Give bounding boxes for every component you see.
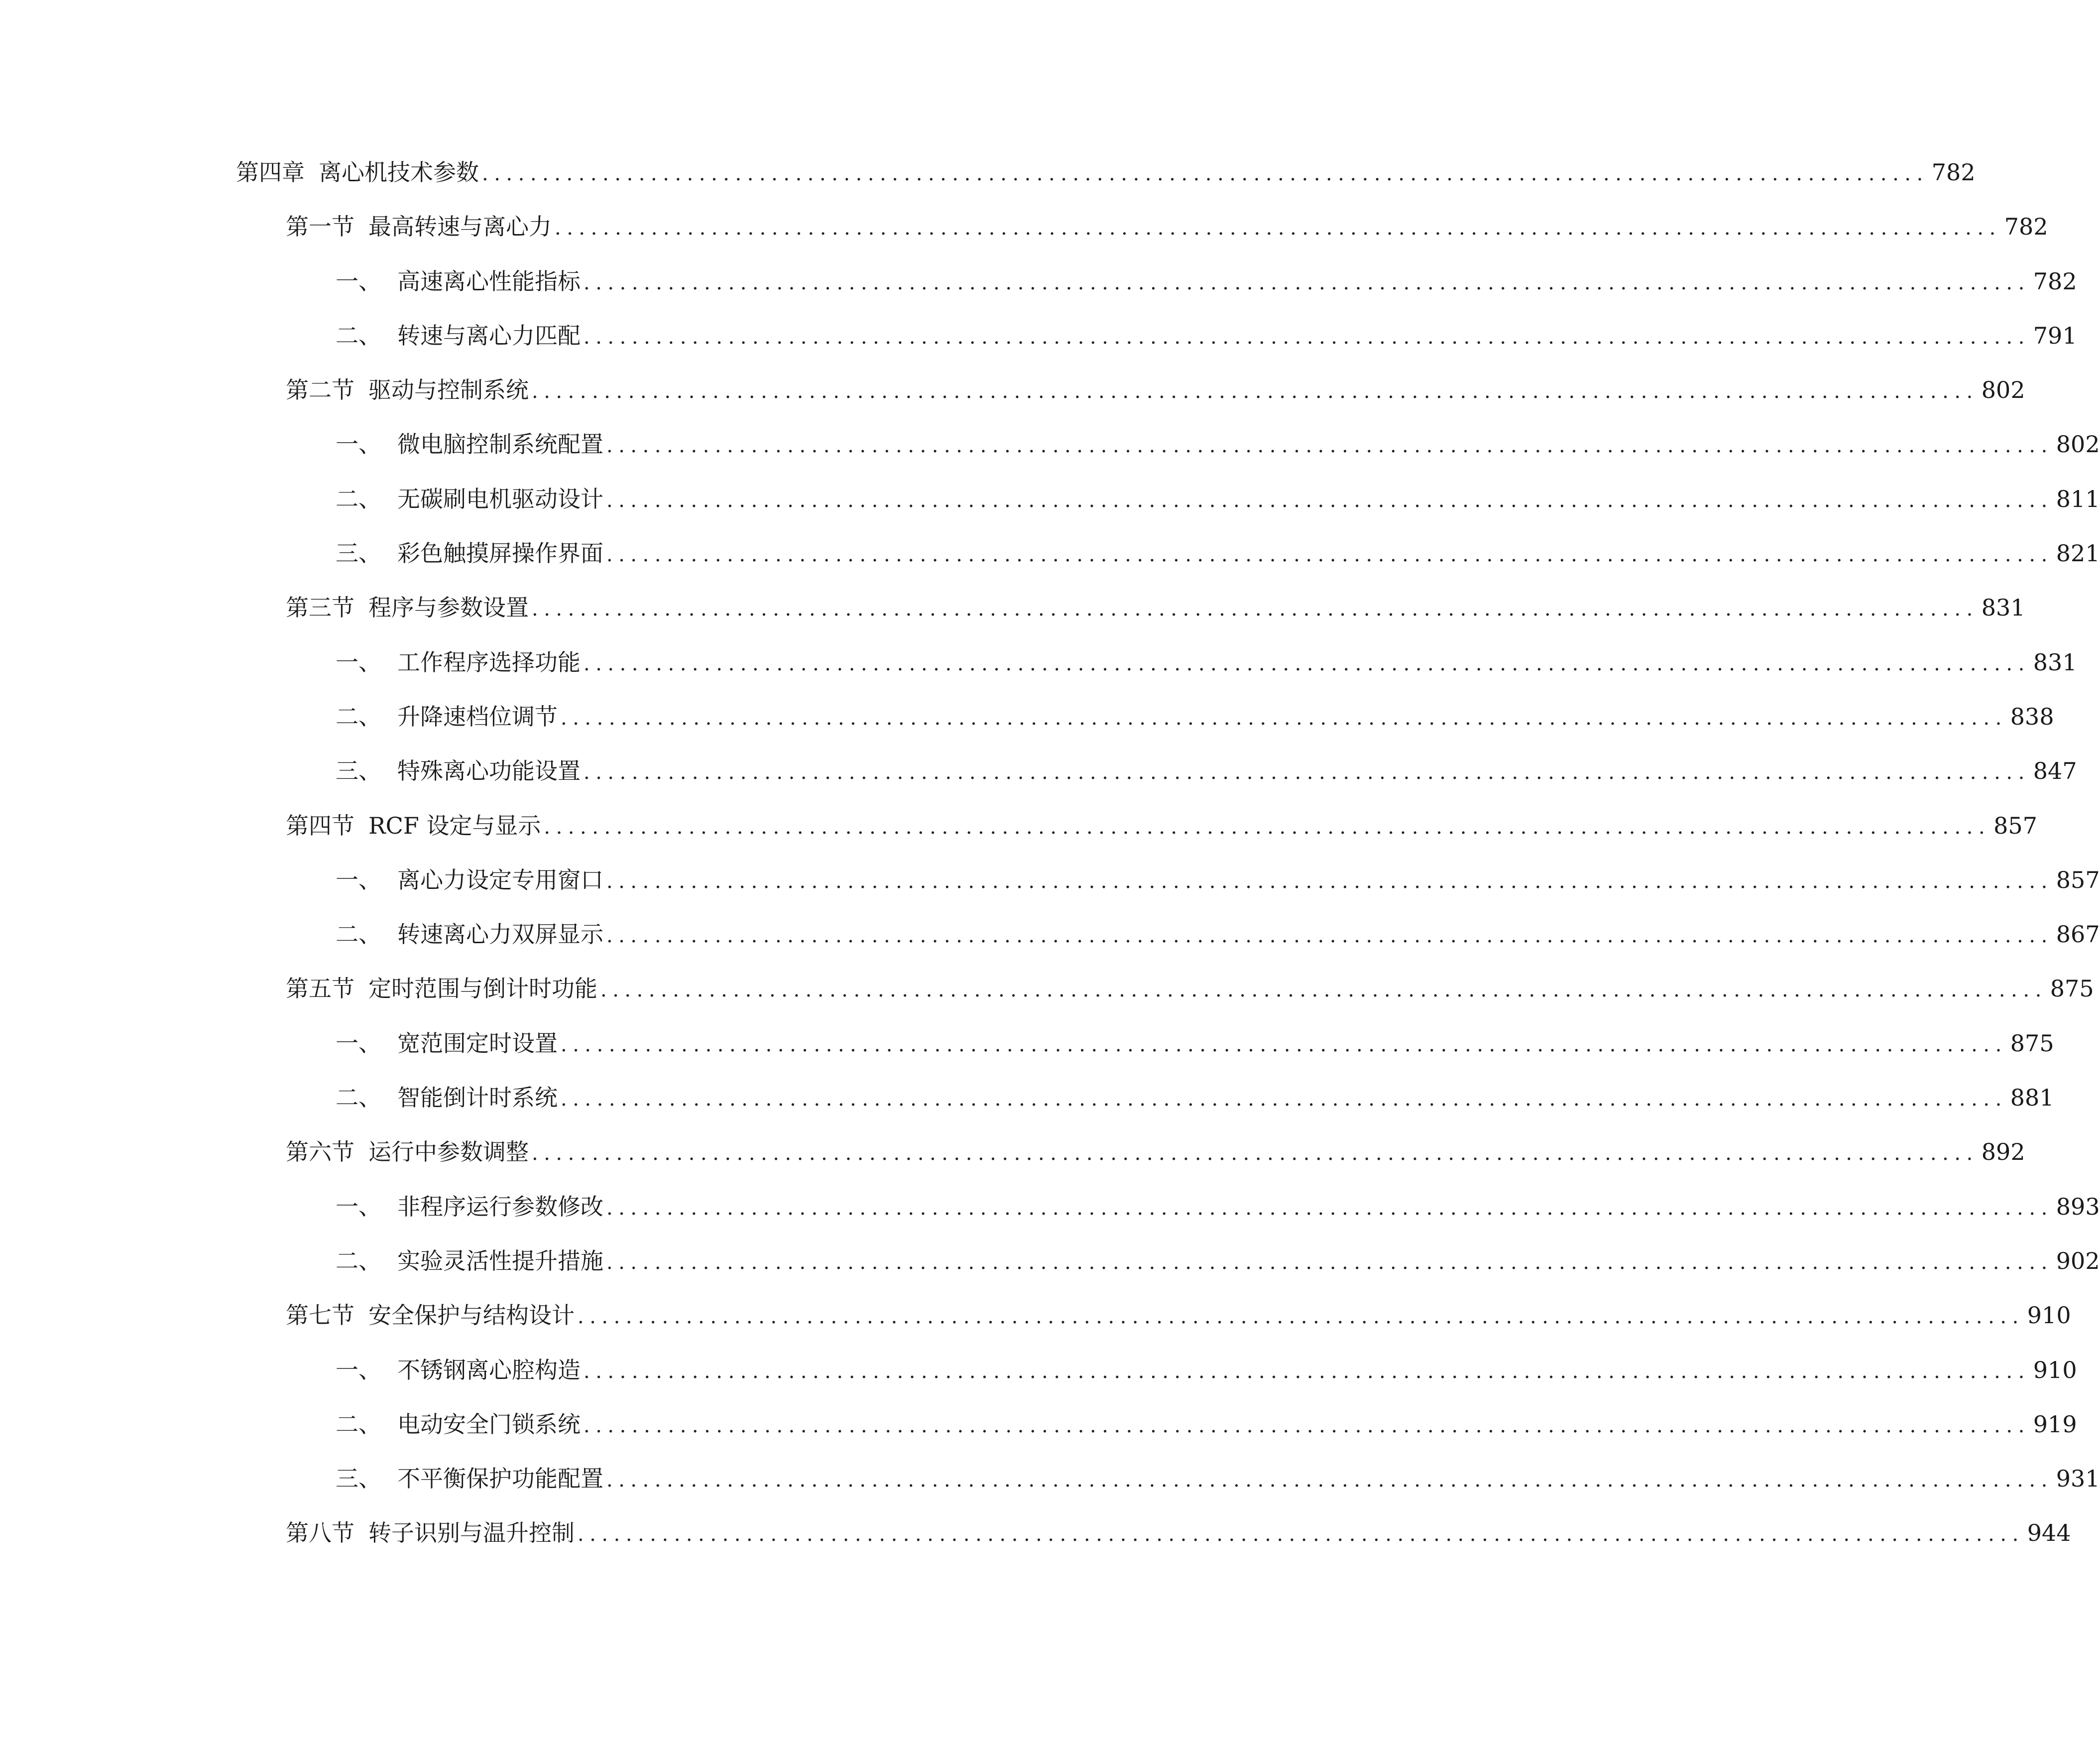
toc-page-number: 893 [2056,1193,2100,1220]
toc-entry-section-6[interactable] [0,1127,2025,1181]
toc-dot-leader: ........................................................................................................................ [600,979,2047,1002]
toc-title: 转子识别与温升控制 [368,1519,575,1547]
toc-page-number: 782 [2033,267,2077,295]
toc-page-number: 802 [1981,376,2025,404]
toc-title: 电动安全门锁系统 [397,1410,581,1438]
toc-dot-leader: ........................................................................................................................ [606,1469,2053,1492]
toc-entry-subsection[interactable] [0,855,2100,909]
toc-entry-subsection[interactable] [0,1018,2054,1073]
toc-title: 特殊离心功能设置 [397,757,581,785]
toc-page-number: 875 [2050,975,2094,1002]
toc-number: 二、 [336,1410,381,1438]
toc-dot-leader: ........................................................................................................................ [606,434,2053,458]
toc-page-number: 791 [2033,322,2077,349]
toc-title: 离心机技术参数 [319,159,479,186]
toc-page-number: 931 [2056,1465,2100,1493]
toc-dot-leader: ........................................................................................................................ [583,652,2030,675]
toc-dot-leader: ........................................................................................................................ [532,598,1979,621]
toc-entry-section-3[interactable] [0,583,2025,637]
toc-number: 一、 [336,1029,381,1057]
toc-dot-leader: ........................................................................................................................ [561,706,2007,730]
toc-page-number: 811 [2056,485,2100,512]
toc-dot-leader: ........................................................................................................................ [583,271,2030,294]
toc-number: 二、 [336,1084,381,1112]
toc-entry-section-8[interactable] [0,1508,2071,1562]
toc-dot-leader: ........................................................................................................................ [583,325,2030,349]
toc-dot-leader: ........................................................................................................................ [561,1033,2007,1056]
toc-title: 转速离心力双屏显示 [397,921,603,948]
toc-entry-subsection[interactable] [0,746,2077,800]
toc-page-number: 831 [1981,594,2025,622]
toc-entry-subsection[interactable] [0,1073,2054,1127]
toc-dot-leader: ........................................................................................................................ [606,870,2053,893]
toc-entry-subsection[interactable] [0,528,2100,583]
toc-number: 二、 [336,322,381,349]
toc-entry-subsection[interactable] [0,311,2077,365]
toc-page-number: 802 [2056,431,2100,458]
toc-entry-section-1[interactable] [0,202,2048,256]
toc-page-number: 944 [2027,1519,2071,1547]
toc-number: 一、 [336,648,381,676]
toc-number: 二、 [336,703,381,730]
toc-title: 高速离心性能指标 [397,267,581,295]
toc-title: 工作程序选择功能 [397,648,581,676]
toc-page-number: 902 [2056,1247,2100,1274]
toc-page-number: 821 [2056,540,2100,567]
toc-page-number: 910 [2027,1302,2071,1329]
toc-dot-leader: ........................................................................................................................ [606,543,2053,567]
toc-number: 第八节 [286,1519,354,1547]
toc-number: 三、 [336,1465,381,1493]
toc-entry-chapter-4[interactable] [0,147,1976,202]
toc-title: 离心力设定专用窗口 [397,866,603,893]
toc-page-number: 838 [2010,703,2054,730]
toc-dot-leader: ........................................................................................................................ [532,1142,1979,1165]
toc-number: 一、 [336,431,381,458]
toc-number: 一、 [336,1356,381,1383]
toc-page-number: 867 [2056,921,2100,948]
toc-page-number: 857 [2056,866,2100,893]
toc-dot-leader: ........................................................................................................................ [606,924,2053,948]
toc-page-number: 847 [2033,757,2077,785]
toc-entry-subsection[interactable] [0,1182,2100,1236]
toc-dot-leader: ........................................................................................................................ [606,1250,2053,1274]
toc-dot-leader: ........................................................................................................................ [561,1088,2007,1111]
toc-page-number: 875 [2010,1029,2054,1057]
toc-dot-leader: ........................................................................................................................ [606,1196,2053,1220]
toc-entry-section-2[interactable] [0,365,2025,419]
toc-dot-leader: ........................................................................................................................ [583,1360,2030,1383]
toc-number: 第二节 [286,376,354,404]
toc-number: 二、 [336,485,381,512]
toc-number: 一、 [336,866,381,893]
toc-entry-subsection[interactable] [0,909,2100,964]
toc-title: 非程序运行参数修改 [397,1193,603,1220]
toc-page-number: 857 [1993,812,2037,839]
toc-title: 转速与离心力匹配 [397,322,581,349]
toc-number: 三、 [336,540,381,567]
toc-page-number: 892 [1981,1138,2025,1166]
toc-entry-subsection[interactable] [0,1399,2077,1454]
toc-entry-subsection[interactable] [0,256,2077,311]
toc-title: 升降速档位调节 [397,703,558,730]
toc-title: 最高转速与离心力 [368,213,552,241]
toc-page-number: 782 [2004,213,2048,241]
toc-title: RCF 设定与显示 [368,812,541,839]
toc-title: 不锈钢离心腔构造 [397,1356,581,1383]
toc-page-number: 919 [2033,1410,2077,1438]
toc-number: 一、 [336,1193,381,1220]
toc-dot-leader: ........................................................................................................................ [583,1414,2030,1437]
toc-dot-leader: ........................................................................................................................ [555,217,2001,240]
toc-dot-leader: ........................................................................................................................ [578,1305,2024,1329]
toc-entry-subsection[interactable] [0,692,2054,746]
toc-number: 第六节 [286,1138,354,1166]
table-of-contents [0,147,2100,1563]
toc-dot-leader: ........................................................................................................................ [482,162,1929,185]
toc-page-number: 782 [1931,159,1976,186]
toc-title: 微电脑控制系统配置 [397,431,603,458]
toc-dot-leader: ........................................................................................................................ [578,1523,2024,1546]
toc-number: 二、 [336,921,381,948]
toc-number: 二、 [336,1247,381,1274]
toc-dot-leader: ........................................................................................................................ [583,761,2030,784]
toc-number: 第四章 [236,159,305,186]
toc-entry-section-5[interactable] [0,964,2094,1018]
toc-number: 三、 [336,757,381,785]
toc-dot-leader: ........................................................................................................................ [532,380,1979,403]
toc-title: 智能倒计时系统 [397,1084,558,1112]
toc-dot-leader: ........................................................................................................................ [544,815,1991,839]
toc-number: 第一节 [286,213,354,241]
toc-title: 定时范围与倒计时功能 [368,975,597,1002]
toc-entry-subsection[interactable] [0,1345,2077,1399]
toc-entry-subsection[interactable] [0,474,2100,528]
toc-title: 实验灵活性提升措施 [397,1247,603,1274]
toc-number: 第三节 [286,594,354,622]
toc-title: 安全保护与结构设计 [368,1302,575,1329]
toc-title: 驱动与控制系统 [368,376,529,404]
toc-entry-subsection[interactable] [0,1236,2100,1290]
toc-entry-section-4[interactable] [0,801,2037,855]
toc-number: 第七节 [286,1302,354,1329]
toc-dot-leader: ........................................................................................................................ [606,489,2053,512]
toc-entry-section-7[interactable] [0,1290,2071,1345]
toc-number: 一、 [336,267,381,295]
toc-entry-subsection[interactable] [0,637,2077,692]
toc-title: 无碳刷电机驱动设计 [397,485,603,512]
toc-page-number: 910 [2033,1356,2077,1383]
toc-page-number: 881 [2010,1084,2054,1112]
toc-title: 程序与参数设置 [368,594,529,622]
toc-entry-subsection[interactable] [0,1454,2100,1508]
toc-number: 第五节 [286,975,354,1002]
toc-title: 宽范围定时设置 [397,1029,558,1057]
toc-entry-subsection[interactable] [0,419,2100,474]
toc-title: 彩色触摸屏操作界面 [397,540,603,567]
toc-number: 第四节 [286,812,354,839]
toc-title: 不平衡保护功能配置 [397,1465,603,1493]
toc-title: 运行中参数调整 [368,1138,529,1166]
toc-page-number: 831 [2033,648,2077,676]
